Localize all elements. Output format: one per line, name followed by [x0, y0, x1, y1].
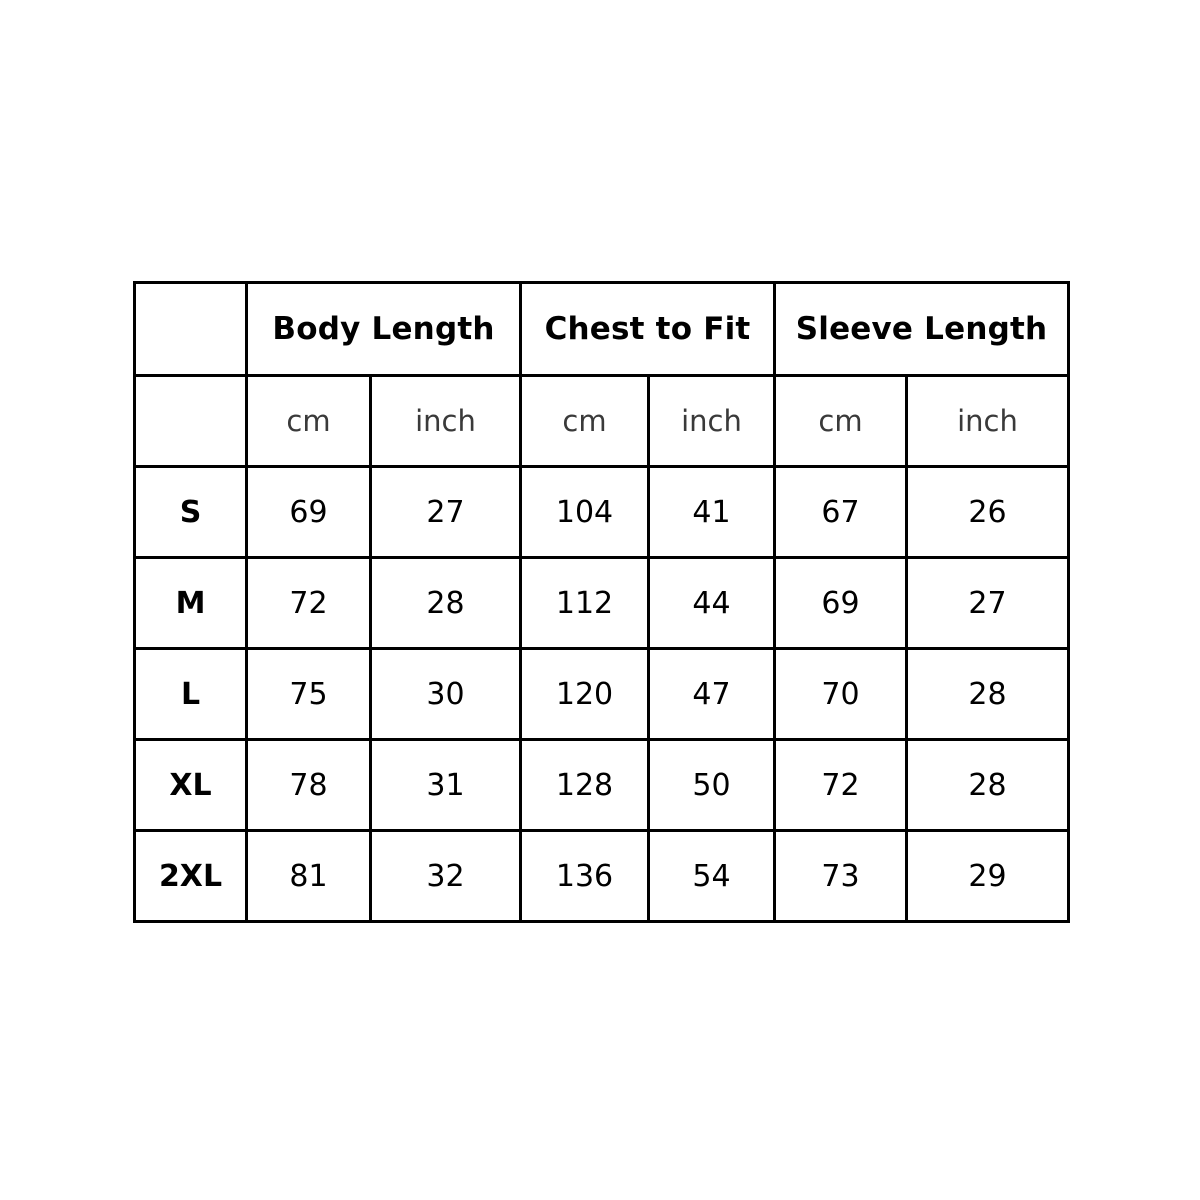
cell-body-length-inch: 30 — [371, 649, 521, 740]
cell-sleeve-inch: 29 — [907, 831, 1069, 922]
unit-header-sleeve-inch: inch — [907, 376, 1069, 467]
group-header-body-length: Body Length — [247, 283, 521, 376]
table-row — [135, 831, 1069, 922]
cell-body-length-cm: 81 — [247, 831, 371, 922]
table-row — [135, 740, 1069, 831]
cell-body-length-inch: 28 — [371, 558, 521, 649]
cell-chest-cm: 120 — [521, 649, 649, 740]
size-label: L — [135, 649, 247, 740]
size-label: XL — [135, 740, 247, 831]
cell-chest-cm: 104 — [521, 467, 649, 558]
cell-chest-inch: 50 — [649, 740, 775, 831]
cell-sleeve-cm: 70 — [775, 649, 907, 740]
cell-sleeve-cm: 72 — [775, 740, 907, 831]
size-chart-container — [133, 281, 1067, 918]
unit-header-chest-inch: inch — [649, 376, 775, 467]
size-label: M — [135, 558, 247, 649]
cell-body-length-cm: 72 — [247, 558, 371, 649]
cell-chest-cm: 112 — [521, 558, 649, 649]
table-header-row-groups — [135, 283, 1069, 376]
cell-chest-inch: 54 — [649, 831, 775, 922]
unit-header-sleeve-cm: cm — [775, 376, 907, 467]
cell-sleeve-inch: 28 — [907, 649, 1069, 740]
cell-body-length-cm: 69 — [247, 467, 371, 558]
table-row — [135, 467, 1069, 558]
cell-body-length-inch: 27 — [371, 467, 521, 558]
unit-header-chest-cm: cm — [521, 376, 649, 467]
size-chart-table — [133, 281, 1070, 923]
cell-sleeve-inch: 28 — [907, 740, 1069, 831]
unit-corner-blank — [135, 376, 247, 467]
cell-sleeve-cm: 67 — [775, 467, 907, 558]
cell-sleeve-cm: 69 — [775, 558, 907, 649]
cell-body-length-cm: 78 — [247, 740, 371, 831]
table-row — [135, 649, 1069, 740]
group-header-chest-to-fit: Chest to Fit — [521, 283, 775, 376]
cell-body-length-inch: 32 — [371, 831, 521, 922]
unit-header-body-length-cm: cm — [247, 376, 371, 467]
group-header-sleeve-length: Sleeve Length — [775, 283, 1069, 376]
cell-body-length-inch: 31 — [371, 740, 521, 831]
table-row — [135, 558, 1069, 649]
size-label: S — [135, 467, 247, 558]
cell-sleeve-inch: 26 — [907, 467, 1069, 558]
cell-chest-inch: 44 — [649, 558, 775, 649]
cell-chest-cm: 128 — [521, 740, 649, 831]
header-corner-blank — [135, 283, 247, 376]
cell-sleeve-cm: 73 — [775, 831, 907, 922]
cell-chest-inch: 47 — [649, 649, 775, 740]
unit-header-body-length-inch: inch — [371, 376, 521, 467]
cell-sleeve-inch: 27 — [907, 558, 1069, 649]
cell-chest-inch: 41 — [649, 467, 775, 558]
cell-chest-cm: 136 — [521, 831, 649, 922]
cell-body-length-cm: 75 — [247, 649, 371, 740]
table-header-row-units — [135, 376, 1069, 467]
size-label: 2XL — [135, 831, 247, 922]
